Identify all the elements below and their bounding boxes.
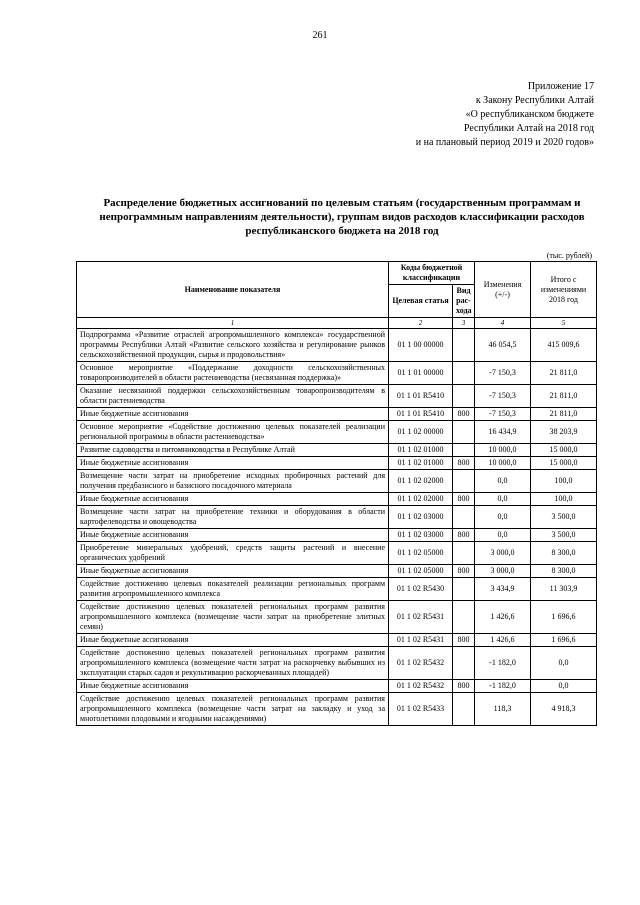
table-cell-type — [453, 362, 475, 385]
table-cell-name: Основное мероприятие «Поддержание доходности сельскохозяйственных товаропроизводителей в области растениеводства (несвязанная поддержка)» — [77, 362, 389, 385]
document-title: Распределение бюджетных ассигнований по целевым статьям (государственным программам и непрограммным направлениям деятельности), группам видов расходов классификации расходов республиканского бюджета на 2018 год — [99, 197, 585, 237]
table-cell-type — [453, 647, 475, 680]
table-cell-name: Возмещение части затрат на приобретение исходных пробирочных растений для получения предбазисного и базисного посадочного материала — [77, 470, 389, 493]
table-cell-changes: 118,3 — [475, 693, 531, 726]
table-cell-target: 01 1 02 05000 — [389, 542, 453, 565]
table-row — [77, 329, 597, 362]
table-cell-changes: 3 434,9 — [475, 578, 531, 601]
table-row — [77, 647, 597, 680]
table-row — [77, 680, 597, 693]
table-cell-name: Развитие садоводства и питомниководства в Республике Алтай — [77, 444, 389, 457]
table-cell-changes: 0,0 — [475, 506, 531, 529]
table-cell-total: 1 696,6 — [531, 634, 597, 647]
table-row — [77, 693, 597, 726]
table-cell-total: 11 303,9 — [531, 578, 597, 601]
table-cell-name: Иные бюджетные ассигнования — [77, 457, 389, 470]
table-cell-name: Оказание несвязанной поддержки сельскохозяйственным товаропроизводителям в области растениеводства — [77, 385, 389, 408]
appendix-line: к Закону Республики Алтай — [475, 95, 594, 106]
table-cell-type: 800 — [453, 680, 475, 693]
table-cell-changes: 10 000,0 — [475, 457, 531, 470]
table-row — [77, 601, 597, 634]
table-cell-total: 3 500,0 — [531, 506, 597, 529]
table-cell-changes: -7 150,3 — [475, 362, 531, 385]
header-total: Итого с изменениями 2018 год — [531, 262, 597, 318]
header-type: Вид рас-хода — [453, 285, 475, 318]
table-cell-target: 01 1 01 R5410 — [389, 408, 453, 421]
table-cell-type: 800 — [453, 565, 475, 578]
table-cell-target: 01 1 02 R5431 — [389, 634, 453, 647]
table-cell-changes: 10 000,0 — [475, 444, 531, 457]
table-cell-name: Иные бюджетные ассигнования — [77, 493, 389, 506]
table-cell-type: 800 — [453, 457, 475, 470]
units-label: (тыс. рублей) — [546, 251, 592, 260]
table-cell-name: Подпрограмма «Развитие отраслей агропромышленного комплекса» государственной программы Республики Алтай «Развитие сельского хозяйства и регулирование рынков сельскохозяйственной продукции, сырья и продовольствия» — [77, 329, 389, 362]
table-cell-type — [453, 601, 475, 634]
table-cell-total: 0,0 — [531, 680, 597, 693]
table-cell-type — [453, 421, 475, 444]
table-cell-changes: -1 182,0 — [475, 680, 531, 693]
table-row — [77, 408, 597, 421]
table-cell-changes: -7 150,3 — [475, 385, 531, 408]
table-cell-total: 8 300,0 — [531, 565, 597, 578]
table-cell-changes: 3 000,0 — [475, 542, 531, 565]
table-cell-total: 415 009,6 — [531, 329, 597, 362]
table-cell-total: 3 500,0 — [531, 529, 597, 542]
table-cell-changes: 1 426,6 — [475, 601, 531, 634]
column-number: 1 — [77, 318, 389, 329]
table-row — [77, 578, 597, 601]
table-cell-target: 01 1 02 R5432 — [389, 647, 453, 680]
table-cell-name: Содействие достижению целевых показателей региональных программ развития агропромышленного комплекса (возмещение части затрат на закладку и уход за многолетними плодовыми и ягодными насаждениями) — [77, 693, 389, 726]
table-row — [77, 362, 597, 385]
table-row — [77, 542, 597, 565]
table-cell-target: 01 1 02 01000 — [389, 457, 453, 470]
table-cell-changes: 1 426,6 — [475, 634, 531, 647]
table-cell-changes: 0,0 — [475, 529, 531, 542]
table-cell-total: 21 811,0 — [531, 408, 597, 421]
table-cell-name: Иные бюджетные ассигнования — [77, 680, 389, 693]
table-row — [77, 470, 597, 493]
table-cell-name: Содействие достижению целевых показателей региональных программ развития агропромышленного комплекса (возмещение части затрат на приобретение элитных семян) — [77, 601, 389, 634]
table-cell-type — [453, 506, 475, 529]
table-cell-target: 01 1 02 05000 — [389, 565, 453, 578]
table-cell-target: 01 1 02 01000 — [389, 444, 453, 457]
table-row — [77, 565, 597, 578]
table-cell-type — [453, 329, 475, 362]
table-cell-type: 800 — [453, 408, 475, 421]
table-cell-name: Возмещение части затрат на приобретение техники и оборудования в области картофелеводства и овощеводства — [77, 506, 389, 529]
table-cell-target: 01 1 01 00000 — [389, 362, 453, 385]
header-name: Наименование показателя — [77, 262, 389, 318]
table-row — [77, 506, 597, 529]
table-cell-total: 21 811,0 — [531, 362, 597, 385]
table-row — [77, 457, 597, 470]
header-codes: Коды бюджетной классификации — [389, 262, 475, 285]
table-row — [77, 444, 597, 457]
table-cell-type — [453, 542, 475, 565]
table-cell-target: 01 1 02 R5430 — [389, 578, 453, 601]
table-cell-changes: 0,0 — [475, 493, 531, 506]
table-row — [77, 529, 597, 542]
table-cell-changes: -7 150,3 — [475, 408, 531, 421]
column-number: 5 — [531, 318, 597, 329]
table-row — [77, 493, 597, 506]
table-body — [77, 329, 597, 726]
column-number: 3 — [453, 318, 475, 329]
table-cell-changes: 0,0 — [475, 470, 531, 493]
table-cell-target: 01 1 02 02000 — [389, 470, 453, 493]
table-cell-target: 01 1 02 03000 — [389, 506, 453, 529]
table-cell-target: 01 1 02 R5433 — [389, 693, 453, 726]
table-cell-changes: 3 000,0 — [475, 565, 531, 578]
table-cell-name: Иные бюджетные ассигнования — [77, 529, 389, 542]
table-cell-type: 800 — [453, 493, 475, 506]
table-cell-target: 01 1 02 R5431 — [389, 601, 453, 634]
table-cell-total: 21 811,0 — [531, 385, 597, 408]
table-cell-type — [453, 693, 475, 726]
column-number-row — [77, 318, 597, 329]
appendix-line: и на плановый период 2019 и 2020 годов» — [415, 137, 594, 148]
table-cell-total: 8 300,0 — [531, 542, 597, 565]
table-cell-type — [453, 385, 475, 408]
table-cell-name: Иные бюджетные ассигнования — [77, 634, 389, 647]
table-cell-name: Приобретение минеральных удобрений, средств защиты растений и внесение органических удобрений — [77, 542, 389, 565]
budget-table — [76, 261, 597, 726]
appendix-line: «О республиканском бюджете — [465, 109, 594, 120]
table-cell-name: Содействие достижению целевых показателей реализации региональных программ развития агропромышленного комплекса — [77, 578, 389, 601]
page-number: 261 — [312, 30, 328, 41]
table-cell-total: 15 000,0 — [531, 457, 597, 470]
column-number: 4 — [475, 318, 531, 329]
table-row — [77, 634, 597, 647]
appendix-line: Приложение 17 — [527, 81, 594, 92]
table-cell-target: 01 1 02 02000 — [389, 493, 453, 506]
table-cell-target: 01 1 02 R5432 — [389, 680, 453, 693]
table-cell-total: 0,0 — [531, 647, 597, 680]
table-cell-type: 800 — [453, 529, 475, 542]
table-cell-target: 01 1 00 00000 — [389, 329, 453, 362]
table-cell-type — [453, 578, 475, 601]
header-target: Целевая статья — [389, 285, 453, 318]
table-cell-total: 4 918,3 — [531, 693, 597, 726]
appendix-line: Республики Алтай на 2018 год — [463, 123, 594, 134]
table-row — [77, 385, 597, 408]
table-cell-target: 01 1 02 03000 — [389, 529, 453, 542]
table-cell-name: Содействие достижению целевых показателей региональных программ развития агропромышленного комплекса (возмещение части затрат на раскорчевку выбывших из эксплуатации старых садов и рекультивацию раскорчеванных площадей) — [77, 647, 389, 680]
table-cell-total: 15 000,0 — [531, 444, 597, 457]
table-row — [77, 421, 597, 444]
table-cell-total: 100,0 — [531, 493, 597, 506]
table-cell-changes: 16 434,9 — [475, 421, 531, 444]
table-cell-type: 800 — [453, 634, 475, 647]
table-cell-type — [453, 470, 475, 493]
table-cell-total: 38 203,9 — [531, 421, 597, 444]
table-cell-changes: -1 182,0 — [475, 647, 531, 680]
table-cell-name: Иные бюджетные ассигнования — [77, 565, 389, 578]
table-cell-name: Иные бюджетные ассигнования — [77, 408, 389, 421]
table-cell-total: 100,0 — [531, 470, 597, 493]
table-cell-type — [453, 444, 475, 457]
appendix-block — [416, 80, 594, 150]
column-number: 2 — [389, 318, 453, 329]
table-cell-total: 1 696,6 — [531, 601, 597, 634]
table-cell-name: Основное мероприятие «Содействие достижению целевых показателей реализации региональной программы в области растениеводства» — [77, 421, 389, 444]
table-cell-target: 01 1 02 00000 — [389, 421, 453, 444]
header-changes: Изменения (+/-) — [475, 262, 531, 318]
table-cell-changes: 46 054,5 — [475, 329, 531, 362]
table-cell-target: 01 1 01 R5410 — [389, 385, 453, 408]
